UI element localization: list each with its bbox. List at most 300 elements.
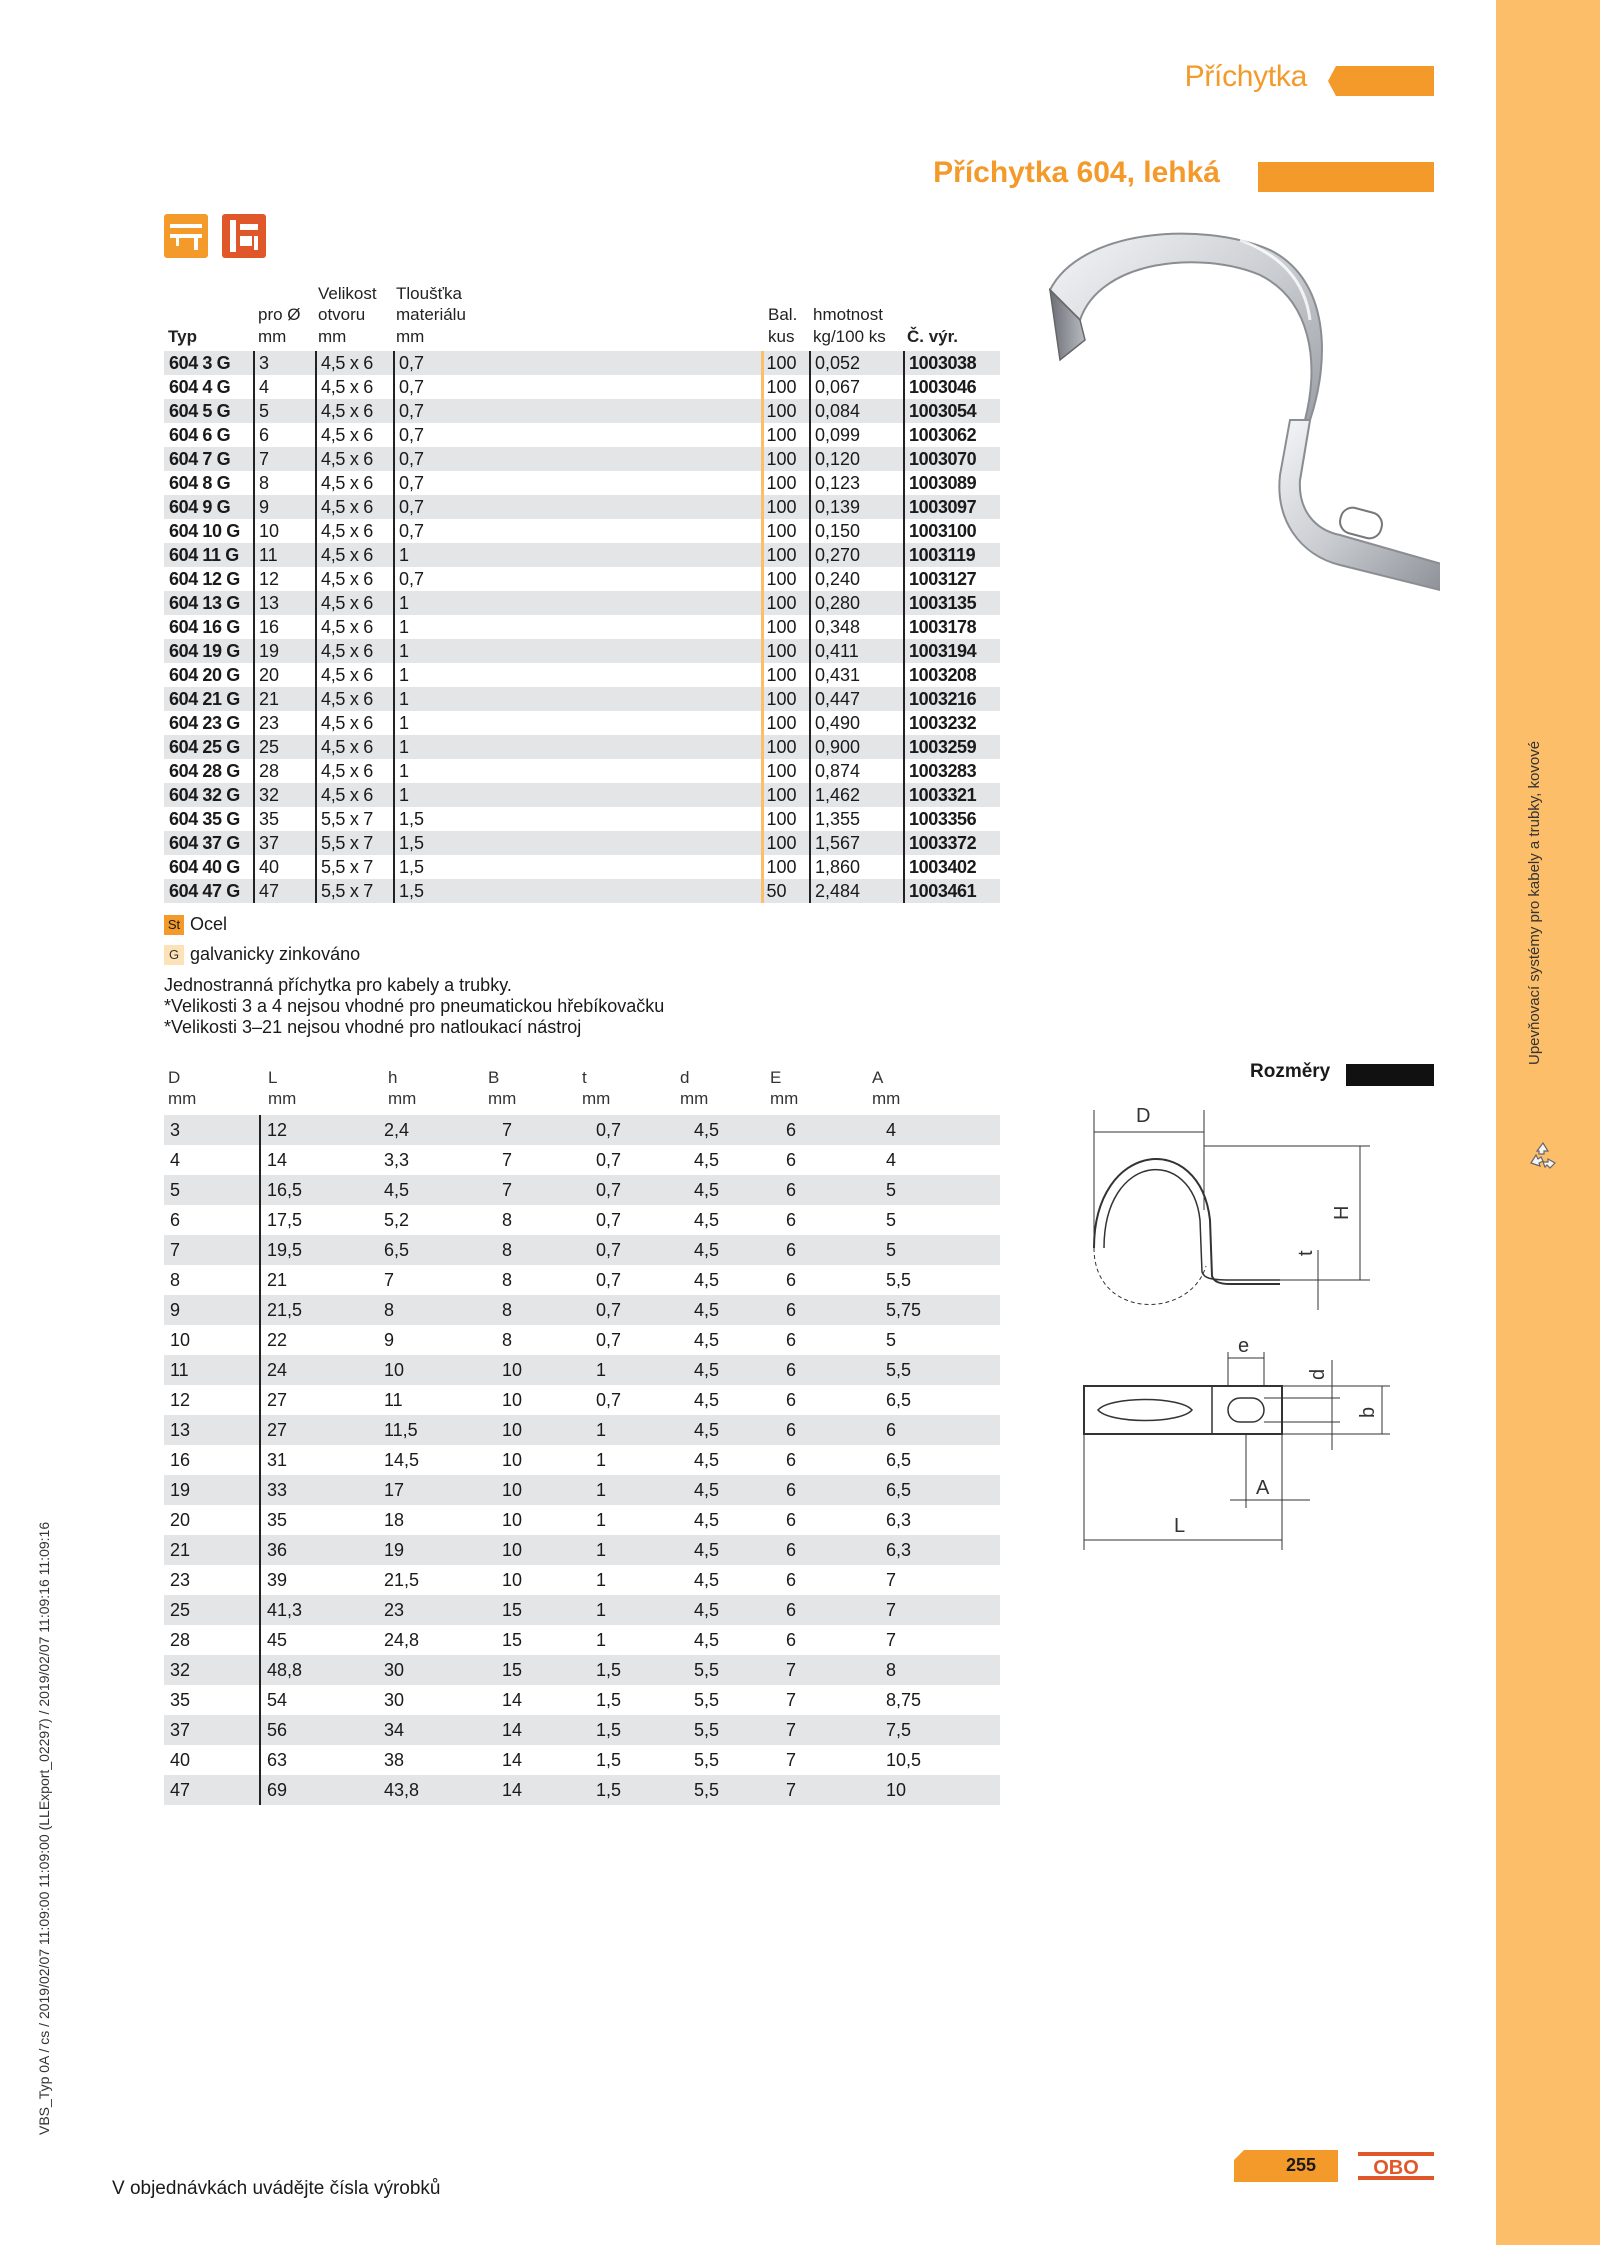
cell-hole-size: 5,5 x 7 (316, 879, 394, 903)
cell-thickness: 1,5 (394, 831, 762, 855)
dims-cell-b: 14 (496, 1775, 590, 1805)
main-table-header (0, 0, 1000, 350)
cell-type: 604 23 G (164, 711, 254, 735)
table-row (164, 1265, 1000, 1295)
dims-cell-e: 6 (780, 1595, 880, 1625)
cell-hole-size: 4,5 x 6 (316, 687, 394, 711)
dims-cell-t: 0,7 (590, 1145, 688, 1175)
dims-cell-a: 6,3 (880, 1505, 1000, 1535)
table-row (164, 1205, 1000, 1235)
dims-cell-b: 15 (496, 1655, 590, 1685)
table-row (164, 1565, 1000, 1595)
dims-col-header: t (582, 1068, 587, 1087)
cell-article-no: 1003194 (904, 639, 1000, 663)
table-row (164, 615, 1000, 639)
dims-cell-d: 5,5 (688, 1685, 780, 1715)
dims-cell-l: 19,5 (260, 1235, 378, 1265)
dims-cell-d: 13 (164, 1415, 260, 1445)
cell-pack-qty: 100 (762, 639, 810, 663)
dims-cell-t: 1,5 (590, 1655, 688, 1685)
cell-pack-qty: 100 (762, 543, 810, 567)
dims-cell-a: 4 (880, 1145, 1000, 1175)
cell-type: 604 6 G (164, 423, 254, 447)
product-table (164, 351, 1000, 903)
dims-cell-d: 5 (164, 1175, 260, 1205)
cell-weight: 0,123 (810, 471, 904, 495)
table-row (164, 831, 1000, 855)
cell-article-no: 1003232 (904, 711, 1000, 735)
table-row (164, 375, 1000, 399)
table-row (164, 639, 1000, 663)
dims-cell-d: 4,5 (688, 1475, 780, 1505)
table-row (164, 711, 1000, 735)
cell-diameter: 6 (254, 423, 316, 447)
dims-cell-a: 6,3 (880, 1535, 1000, 1565)
cell-type: 604 37 G (164, 831, 254, 855)
dims-cell-d: 12 (164, 1385, 260, 1415)
table-row (164, 447, 1000, 471)
cell-thickness: 1 (394, 663, 762, 687)
section-vertical-label: Upevňovací systémy pro kabely a trubky, kovové (1526, 740, 1543, 1065)
cell-weight: 0,139 (810, 495, 904, 519)
dims-cell-l: 12 (260, 1115, 378, 1145)
dims-cell-e: 6 (780, 1235, 880, 1265)
cell-diameter: 47 (254, 879, 316, 903)
cell-pack-qty: 100 (762, 591, 810, 615)
cell-article-no: 1003356 (904, 807, 1000, 831)
dims-cell-e: 7 (780, 1655, 880, 1685)
table-row (164, 1745, 1000, 1775)
dims-cell-a: 5,75 (880, 1295, 1000, 1325)
dims-cell-e: 7 (780, 1715, 880, 1745)
dims-col-unit: mm (680, 1089, 709, 1108)
table-row (164, 855, 1000, 879)
cell-article-no: 1003119 (904, 543, 1000, 567)
dimensions-label: Rozměry (1250, 1061, 1331, 1082)
dims-cell-t: 1 (590, 1355, 688, 1385)
product-title: Příchytka 604, lehká (933, 156, 1220, 189)
col-pack-header-1: Bal. (768, 305, 798, 324)
table-row (164, 1325, 1000, 1355)
cell-weight: 2,484 (810, 879, 904, 903)
dims-cell-e: 6 (780, 1355, 880, 1385)
dims-cell-a: 4 (880, 1115, 1000, 1145)
dims-cell-e: 6 (780, 1565, 880, 1595)
dims-cell-e: 6 (780, 1385, 880, 1415)
dims-col-unit: mm (168, 1089, 197, 1108)
dims-cell-l: 17,5 (260, 1205, 378, 1235)
cell-thickness: 1 (394, 783, 762, 807)
cell-hole-size: 5,5 x 7 (316, 855, 394, 879)
dims-cell-h: 6,5 (378, 1235, 496, 1265)
dims-cell-l: 63 (260, 1745, 378, 1775)
cell-weight: 1,462 (810, 783, 904, 807)
cell-weight: 0,280 (810, 591, 904, 615)
dims-cell-l: 31 (260, 1445, 378, 1475)
cell-diameter: 4 (254, 375, 316, 399)
dims-cell-l: 16,5 (260, 1175, 378, 1205)
table-row (164, 1115, 1000, 1145)
dims-cell-t: 0,7 (590, 1115, 688, 1145)
dims-cell-b: 8 (496, 1235, 590, 1265)
dims-cell-t: 1 (590, 1595, 688, 1625)
dims-col-unit: mm (582, 1089, 611, 1108)
dim-label-a: A (1256, 1477, 1270, 1499)
dims-cell-d: 19 (164, 1475, 260, 1505)
cell-pack-qty: 100 (762, 351, 810, 375)
table-row (164, 1655, 1000, 1685)
cell-weight: 0,084 (810, 399, 904, 423)
table-row (164, 1445, 1000, 1475)
cell-article-no: 1003062 (904, 423, 1000, 447)
dims-cell-l: 41,3 (260, 1595, 378, 1625)
cell-thickness: 0,7 (394, 495, 762, 519)
col-thick-header-3: mm (396, 327, 425, 346)
table-row (164, 1715, 1000, 1745)
dims-cell-d: 23 (164, 1565, 260, 1595)
dims-cell-t: 1,5 (590, 1685, 688, 1715)
dims-col-header: B (488, 1068, 500, 1087)
dims-cell-b: 7 (496, 1115, 590, 1145)
cell-type: 604 5 G (164, 399, 254, 423)
dims-cell-d: 4,5 (688, 1535, 780, 1565)
cell-pack-qty: 50 (762, 879, 810, 903)
cell-article-no: 1003259 (904, 735, 1000, 759)
dims-cell-d: 25 (164, 1595, 260, 1625)
dims-cell-e: 6 (780, 1625, 880, 1655)
dims-cell-e: 6 (780, 1265, 880, 1295)
dims-cell-a: 5,5 (880, 1265, 1000, 1295)
cell-type: 604 47 G (164, 879, 254, 903)
cell-weight: 0,874 (810, 759, 904, 783)
cell-hole-size: 4,5 x 6 (316, 663, 394, 687)
description-line: *Velikosti 3 a 4 nejsou vhodné pro pneumatickou hřebíkovačku (164, 996, 665, 1016)
dims-cell-b: 7 (496, 1175, 590, 1205)
dims-cell-l: 27 (260, 1385, 378, 1415)
dims-cell-h: 4,5 (378, 1175, 496, 1205)
dims-cell-h: 30 (378, 1685, 496, 1715)
cell-pack-qty: 100 (762, 399, 810, 423)
dims-cell-b: 10 (496, 1385, 590, 1415)
cell-type: 604 20 G (164, 663, 254, 687)
dims-col-header: A (872, 1068, 884, 1087)
cell-weight: 0,099 (810, 423, 904, 447)
dims-cell-t: 0,7 (590, 1385, 688, 1415)
cell-article-no: 1003038 (904, 351, 1000, 375)
cell-thickness: 1,5 (394, 855, 762, 879)
cell-hole-size: 4,5 x 6 (316, 471, 394, 495)
logo-text: OBO (1373, 2157, 1419, 2179)
dimension-drawing (1080, 1090, 1420, 1550)
dims-cell-h: 2,4 (378, 1115, 496, 1145)
table-row (164, 1175, 1000, 1205)
dims-cell-l: 39 (260, 1565, 378, 1595)
cell-type: 604 10 G (164, 519, 254, 543)
cell-weight: 1,567 (810, 831, 904, 855)
cell-hole-size: 4,5 x 6 (316, 711, 394, 735)
dims-cell-t: 0,7 (590, 1175, 688, 1205)
cell-type: 604 19 G (164, 639, 254, 663)
cell-thickness: 0,7 (394, 399, 762, 423)
dims-cell-h: 30 (378, 1655, 496, 1685)
cell-thickness: 1 (394, 591, 762, 615)
dims-cell-l: 14 (260, 1145, 378, 1175)
table-row (164, 1355, 1000, 1385)
cell-pack-qty: 100 (762, 495, 810, 519)
dims-cell-t: 1 (590, 1565, 688, 1595)
cell-type: 604 12 G (164, 567, 254, 591)
cell-type: 604 11 G (164, 543, 254, 567)
cell-hole-size: 4,5 x 6 (316, 615, 394, 639)
dims-cell-h: 5,2 (378, 1205, 496, 1235)
col-thick-header-2: materiálu (396, 305, 466, 324)
cell-thickness: 1 (394, 543, 762, 567)
dim-label-e: e (1238, 1335, 1250, 1357)
dim-label-t: t (1295, 1250, 1317, 1256)
cell-thickness: 1 (394, 711, 762, 735)
dims-cell-t: 1 (590, 1625, 688, 1655)
col-dia-header-1: pro Ø (258, 305, 301, 324)
cell-pack-qty: 100 (762, 711, 810, 735)
cell-diameter: 20 (254, 663, 316, 687)
cell-thickness: 1,5 (394, 807, 762, 831)
table-row (164, 1415, 1000, 1445)
table-row (164, 495, 1000, 519)
cell-weight: 1,355 (810, 807, 904, 831)
dims-cell-d: 40 (164, 1745, 260, 1775)
dims-cell-d: 6 (164, 1205, 260, 1235)
material-label: galvanicky zinkováno (190, 944, 361, 964)
cell-hole-size: 4,5 x 6 (316, 591, 394, 615)
dims-cell-h: 18 (378, 1505, 496, 1535)
dims-cell-l: 21,5 (260, 1295, 378, 1325)
dims-cell-d: 8 (164, 1265, 260, 1295)
cell-thickness: 0,7 (394, 447, 762, 471)
dims-cell-t: 0,7 (590, 1325, 688, 1355)
material-code-badge: St (164, 915, 184, 935)
cell-pack-qty: 100 (762, 567, 810, 591)
cell-article-no: 1003208 (904, 663, 1000, 687)
table-row (164, 1475, 1000, 1505)
dims-cell-d: 5,5 (688, 1775, 780, 1805)
dims-cell-l: 33 (260, 1475, 378, 1505)
print-metadata: VBS_Typ 0A / cs / 2019/02/07 11:09:00 11:09:00 (LLExport_02297) / 2019/02/07 11:09:16 11:09:16 (36, 1521, 52, 2135)
col-hole-header-2: otvoru (318, 305, 366, 324)
dims-cell-d: 4,5 (688, 1445, 780, 1475)
description-line: Jednostranná příchytka pro kabely a trubky. (164, 975, 512, 995)
table-row (164, 735, 1000, 759)
dim-label-b: b (1357, 1406, 1379, 1418)
dims-cell-e: 7 (780, 1685, 880, 1715)
cell-type: 604 40 G (164, 855, 254, 879)
cell-article-no: 1003283 (904, 759, 1000, 783)
dims-cell-b: 10 (496, 1475, 590, 1505)
dims-cell-l: 22 (260, 1325, 378, 1355)
dims-cell-d: 4,5 (688, 1265, 780, 1295)
dims-cell-d: 7 (164, 1235, 260, 1265)
cell-diameter: 37 (254, 831, 316, 855)
cell-weight: 0,150 (810, 519, 904, 543)
dims-cell-b: 8 (496, 1205, 590, 1235)
dims-cell-d: 4,5 (688, 1415, 780, 1445)
dims-cell-h: 9 (378, 1325, 496, 1355)
dims-cell-t: 1 (590, 1415, 688, 1445)
table-row (164, 1505, 1000, 1535)
table-row (164, 1685, 1000, 1715)
cell-pack-qty: 100 (762, 855, 810, 879)
col-article-header: Č. výr. (907, 327, 959, 346)
dims-cell-t: 0,7 (590, 1205, 688, 1235)
cell-pack-qty: 100 (762, 687, 810, 711)
dims-cell-h: 10 (378, 1355, 496, 1385)
cell-hole-size: 4,5 x 6 (316, 495, 394, 519)
dims-cell-h: 8 (378, 1295, 496, 1325)
dims-cell-d: 4,5 (688, 1175, 780, 1205)
cell-pack-qty: 100 (762, 807, 810, 831)
dims-cell-d: 37 (164, 1715, 260, 1745)
col-pack-header-2: kus (768, 327, 795, 346)
cell-diameter: 5 (254, 399, 316, 423)
cell-thickness: 1 (394, 615, 762, 639)
table-row (164, 1145, 1000, 1175)
dims-cell-d: 20 (164, 1505, 260, 1535)
dims-cell-a: 5 (880, 1205, 1000, 1235)
material-label: Ocel (190, 914, 228, 934)
cell-pack-qty: 100 (762, 783, 810, 807)
cell-weight: 0,052 (810, 351, 904, 375)
cell-hole-size: 4,5 x 6 (316, 543, 394, 567)
table-row (164, 759, 1000, 783)
table-row (164, 1535, 1000, 1565)
table-row (164, 351, 1000, 375)
dims-cell-b: 10 (496, 1355, 590, 1385)
cell-diameter: 7 (254, 447, 316, 471)
cell-hole-size: 4,5 x 6 (316, 351, 394, 375)
cell-type: 604 21 G (164, 687, 254, 711)
cell-pack-qty: 100 (762, 375, 810, 399)
table-row (164, 807, 1000, 831)
dims-cell-h: 7 (378, 1265, 496, 1295)
dims-cell-t: 1 (590, 1505, 688, 1535)
recycle-icon (1527, 1140, 1559, 1172)
page-number: 255 (1285, 2155, 1317, 2175)
dims-cell-a: 7 (880, 1625, 1000, 1655)
dims-cell-a: 7,5 (880, 1715, 1000, 1745)
dims-cell-d: 5,5 (688, 1655, 780, 1685)
cell-weight: 0,490 (810, 711, 904, 735)
obo-logo (1356, 2150, 1436, 2182)
cell-article-no: 1003321 (904, 783, 1000, 807)
cell-thickness: 1,5 (394, 879, 762, 903)
cell-pack-qty: 100 (762, 735, 810, 759)
dimensions-bar (1346, 1064, 1434, 1086)
cell-article-no: 1003070 (904, 447, 1000, 471)
dims-cell-l: 56 (260, 1715, 378, 1745)
dims-cell-a: 10,5 (880, 1745, 1000, 1775)
col-type-header: Typ (168, 327, 197, 346)
cell-weight: 0,900 (810, 735, 904, 759)
dims-cell-l: 27 (260, 1415, 378, 1445)
cell-article-no: 1003127 (904, 567, 1000, 591)
cell-diameter: 25 (254, 735, 316, 759)
cell-hole-size: 4,5 x 6 (316, 759, 394, 783)
dims-cell-h: 34 (378, 1715, 496, 1745)
dims-cell-b: 14 (496, 1685, 590, 1715)
dims-cell-e: 7 (780, 1775, 880, 1805)
cell-diameter: 3 (254, 351, 316, 375)
dims-cell-a: 8 (880, 1655, 1000, 1685)
dims-cell-e: 7 (780, 1745, 880, 1775)
dims-cell-d: 4,5 (688, 1355, 780, 1385)
table-row (164, 567, 1000, 591)
table-row (164, 591, 1000, 615)
cell-hole-size: 5,5 x 7 (316, 831, 394, 855)
cell-type: 604 4 G (164, 375, 254, 399)
description-line: *Velikosti 3–21 nejsou vhodné pro natloukací nástroj (164, 1017, 582, 1037)
cell-thickness: 0,7 (394, 375, 762, 399)
dims-cell-t: 0,7 (590, 1265, 688, 1295)
dims-cell-a: 7 (880, 1565, 1000, 1595)
dims-cell-d: 4 (164, 1145, 260, 1175)
dims-cell-d: 11 (164, 1355, 260, 1385)
dims-cell-a: 6,5 (880, 1385, 1000, 1415)
dims-col-unit: mm (872, 1089, 901, 1108)
dims-table (164, 1115, 1000, 1805)
material-legend-steel (164, 914, 227, 935)
dims-cell-d: 21 (164, 1535, 260, 1565)
cell-weight: 0,120 (810, 447, 904, 471)
dims-cell-l: 45 (260, 1625, 378, 1655)
dims-cell-t: 1 (590, 1535, 688, 1565)
dims-cell-d: 16 (164, 1445, 260, 1475)
dims-col-header: E (770, 1068, 782, 1087)
dims-cell-b: 10 (496, 1535, 590, 1565)
cell-weight: 0,240 (810, 567, 904, 591)
dims-table-header (164, 1067, 1000, 1111)
dims-cell-b: 8 (496, 1295, 590, 1325)
dims-cell-d: 32 (164, 1655, 260, 1685)
product-title-bar (1258, 162, 1434, 192)
cell-weight: 0,431 (810, 663, 904, 687)
cell-type: 604 7 G (164, 447, 254, 471)
cell-pack-qty: 100 (762, 615, 810, 639)
col-dia-header-2: mm (258, 327, 287, 346)
table-row (164, 471, 1000, 495)
material-code-badge: G (164, 945, 184, 965)
cell-diameter: 23 (254, 711, 316, 735)
product-photo (1040, 220, 1440, 620)
cell-diameter: 9 (254, 495, 316, 519)
dims-cell-h: 17 (378, 1475, 496, 1505)
cell-article-no: 1003100 (904, 519, 1000, 543)
cell-article-no: 1003135 (904, 591, 1000, 615)
cell-weight: 0,447 (810, 687, 904, 711)
cell-diameter: 19 (254, 639, 316, 663)
cell-thickness: 1 (394, 759, 762, 783)
table-row (164, 663, 1000, 687)
dims-cell-a: 5 (880, 1325, 1000, 1355)
col-hole-header-1: Velikost (318, 284, 377, 303)
table-row (164, 687, 1000, 711)
dim-label-l: L (1174, 1515, 1186, 1537)
cell-type: 604 32 G (164, 783, 254, 807)
cell-weight: 0,270 (810, 543, 904, 567)
cell-diameter: 40 (254, 855, 316, 879)
cell-hole-size: 4,5 x 6 (316, 423, 394, 447)
dims-cell-d: 47 (164, 1775, 260, 1805)
cell-thickness: 0,7 (394, 567, 762, 591)
dims-cell-l: 69 (260, 1775, 378, 1805)
